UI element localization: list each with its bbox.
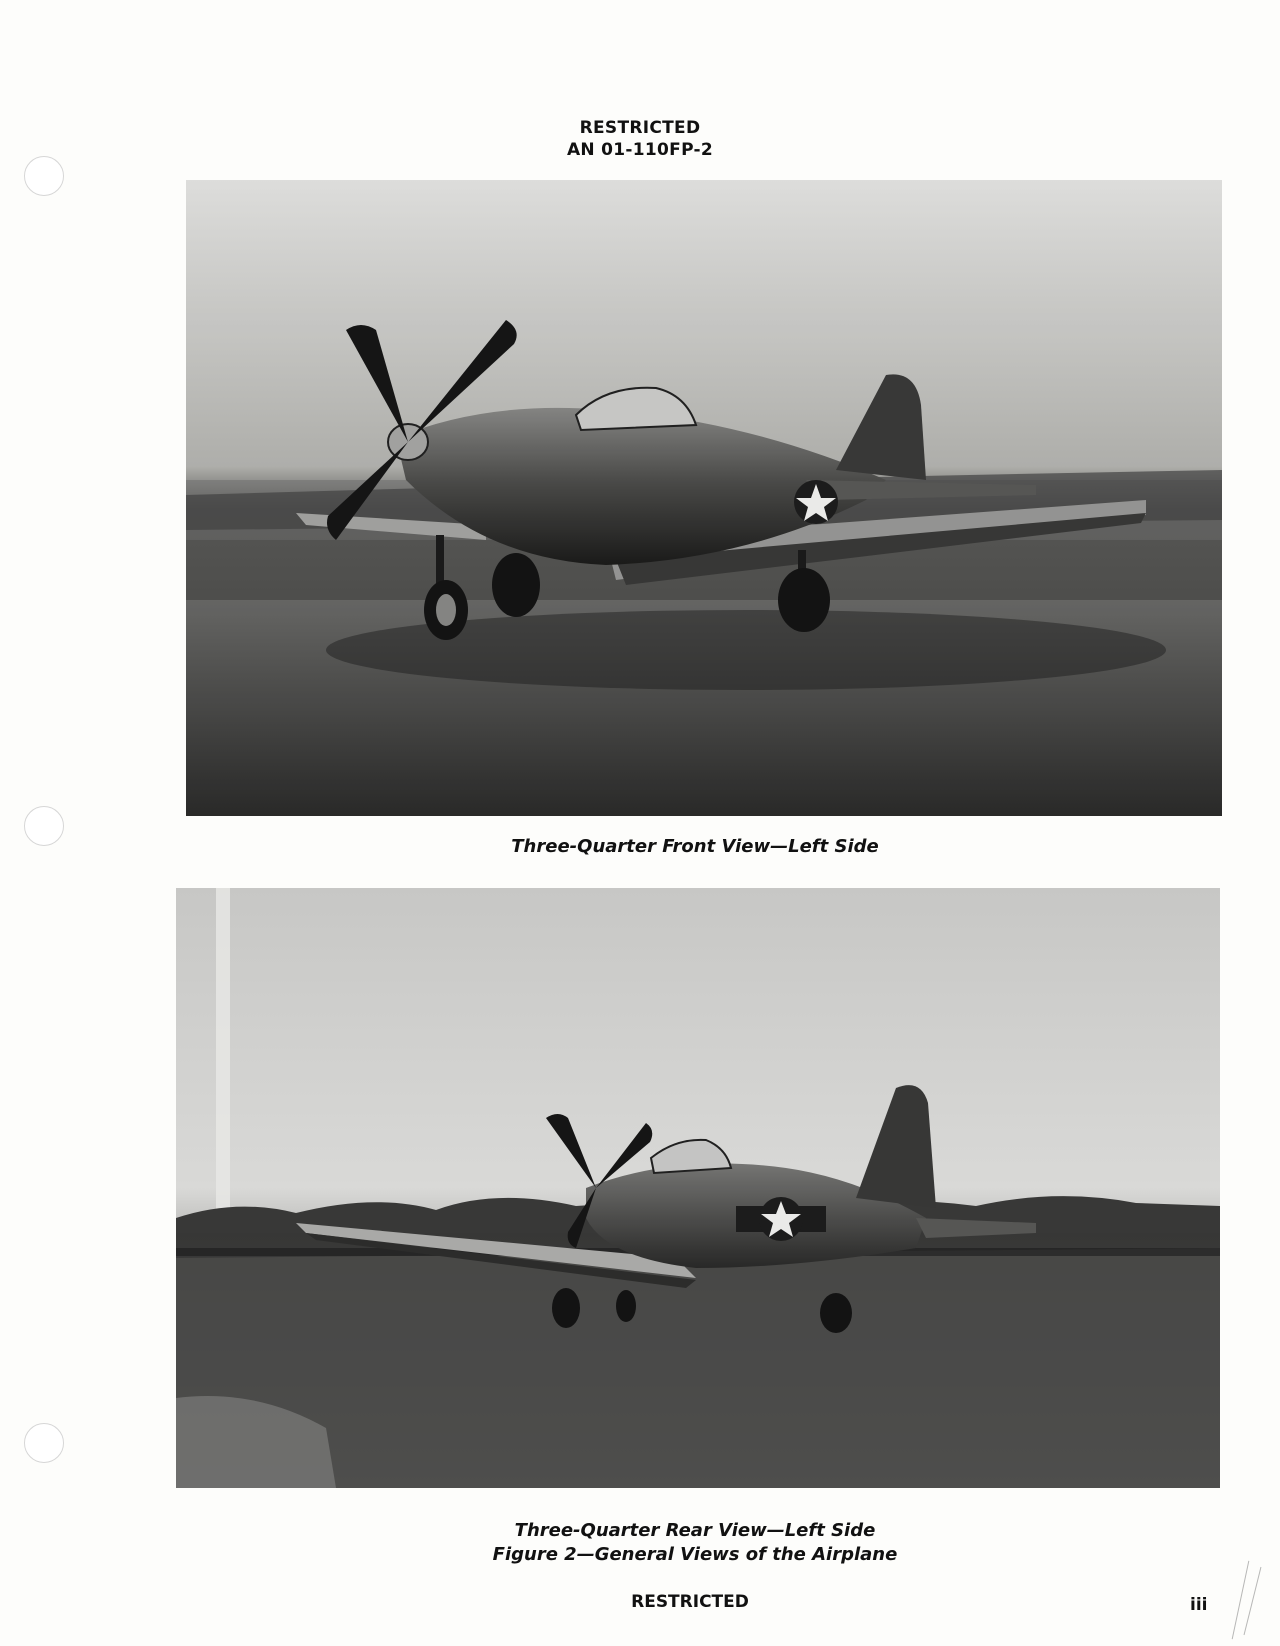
figure-title: Figure 2—General Views of the Airplane: [492, 1544, 898, 1565]
airplane-rear-image: [176, 888, 1220, 1488]
document-number: AN 01-110FP-2: [566, 140, 714, 160]
page-number: iii: [1190, 1595, 1208, 1615]
classification-header: RESTRICTED: [579, 118, 701, 138]
classification-footer: RESTRICTED: [631, 1592, 749, 1612]
figure-caption-front: Three-Quarter Front View—Left Side: [511, 836, 879, 857]
punch-hole: [24, 156, 64, 196]
punch-hole: [24, 1423, 64, 1463]
photo-rear-view: [176, 888, 1220, 1488]
photo-front-view: [186, 180, 1222, 816]
airplane-front-image: [186, 180, 1222, 816]
figure-caption-rear: Three-Quarter Rear View—Left Side: [514, 1520, 876, 1541]
